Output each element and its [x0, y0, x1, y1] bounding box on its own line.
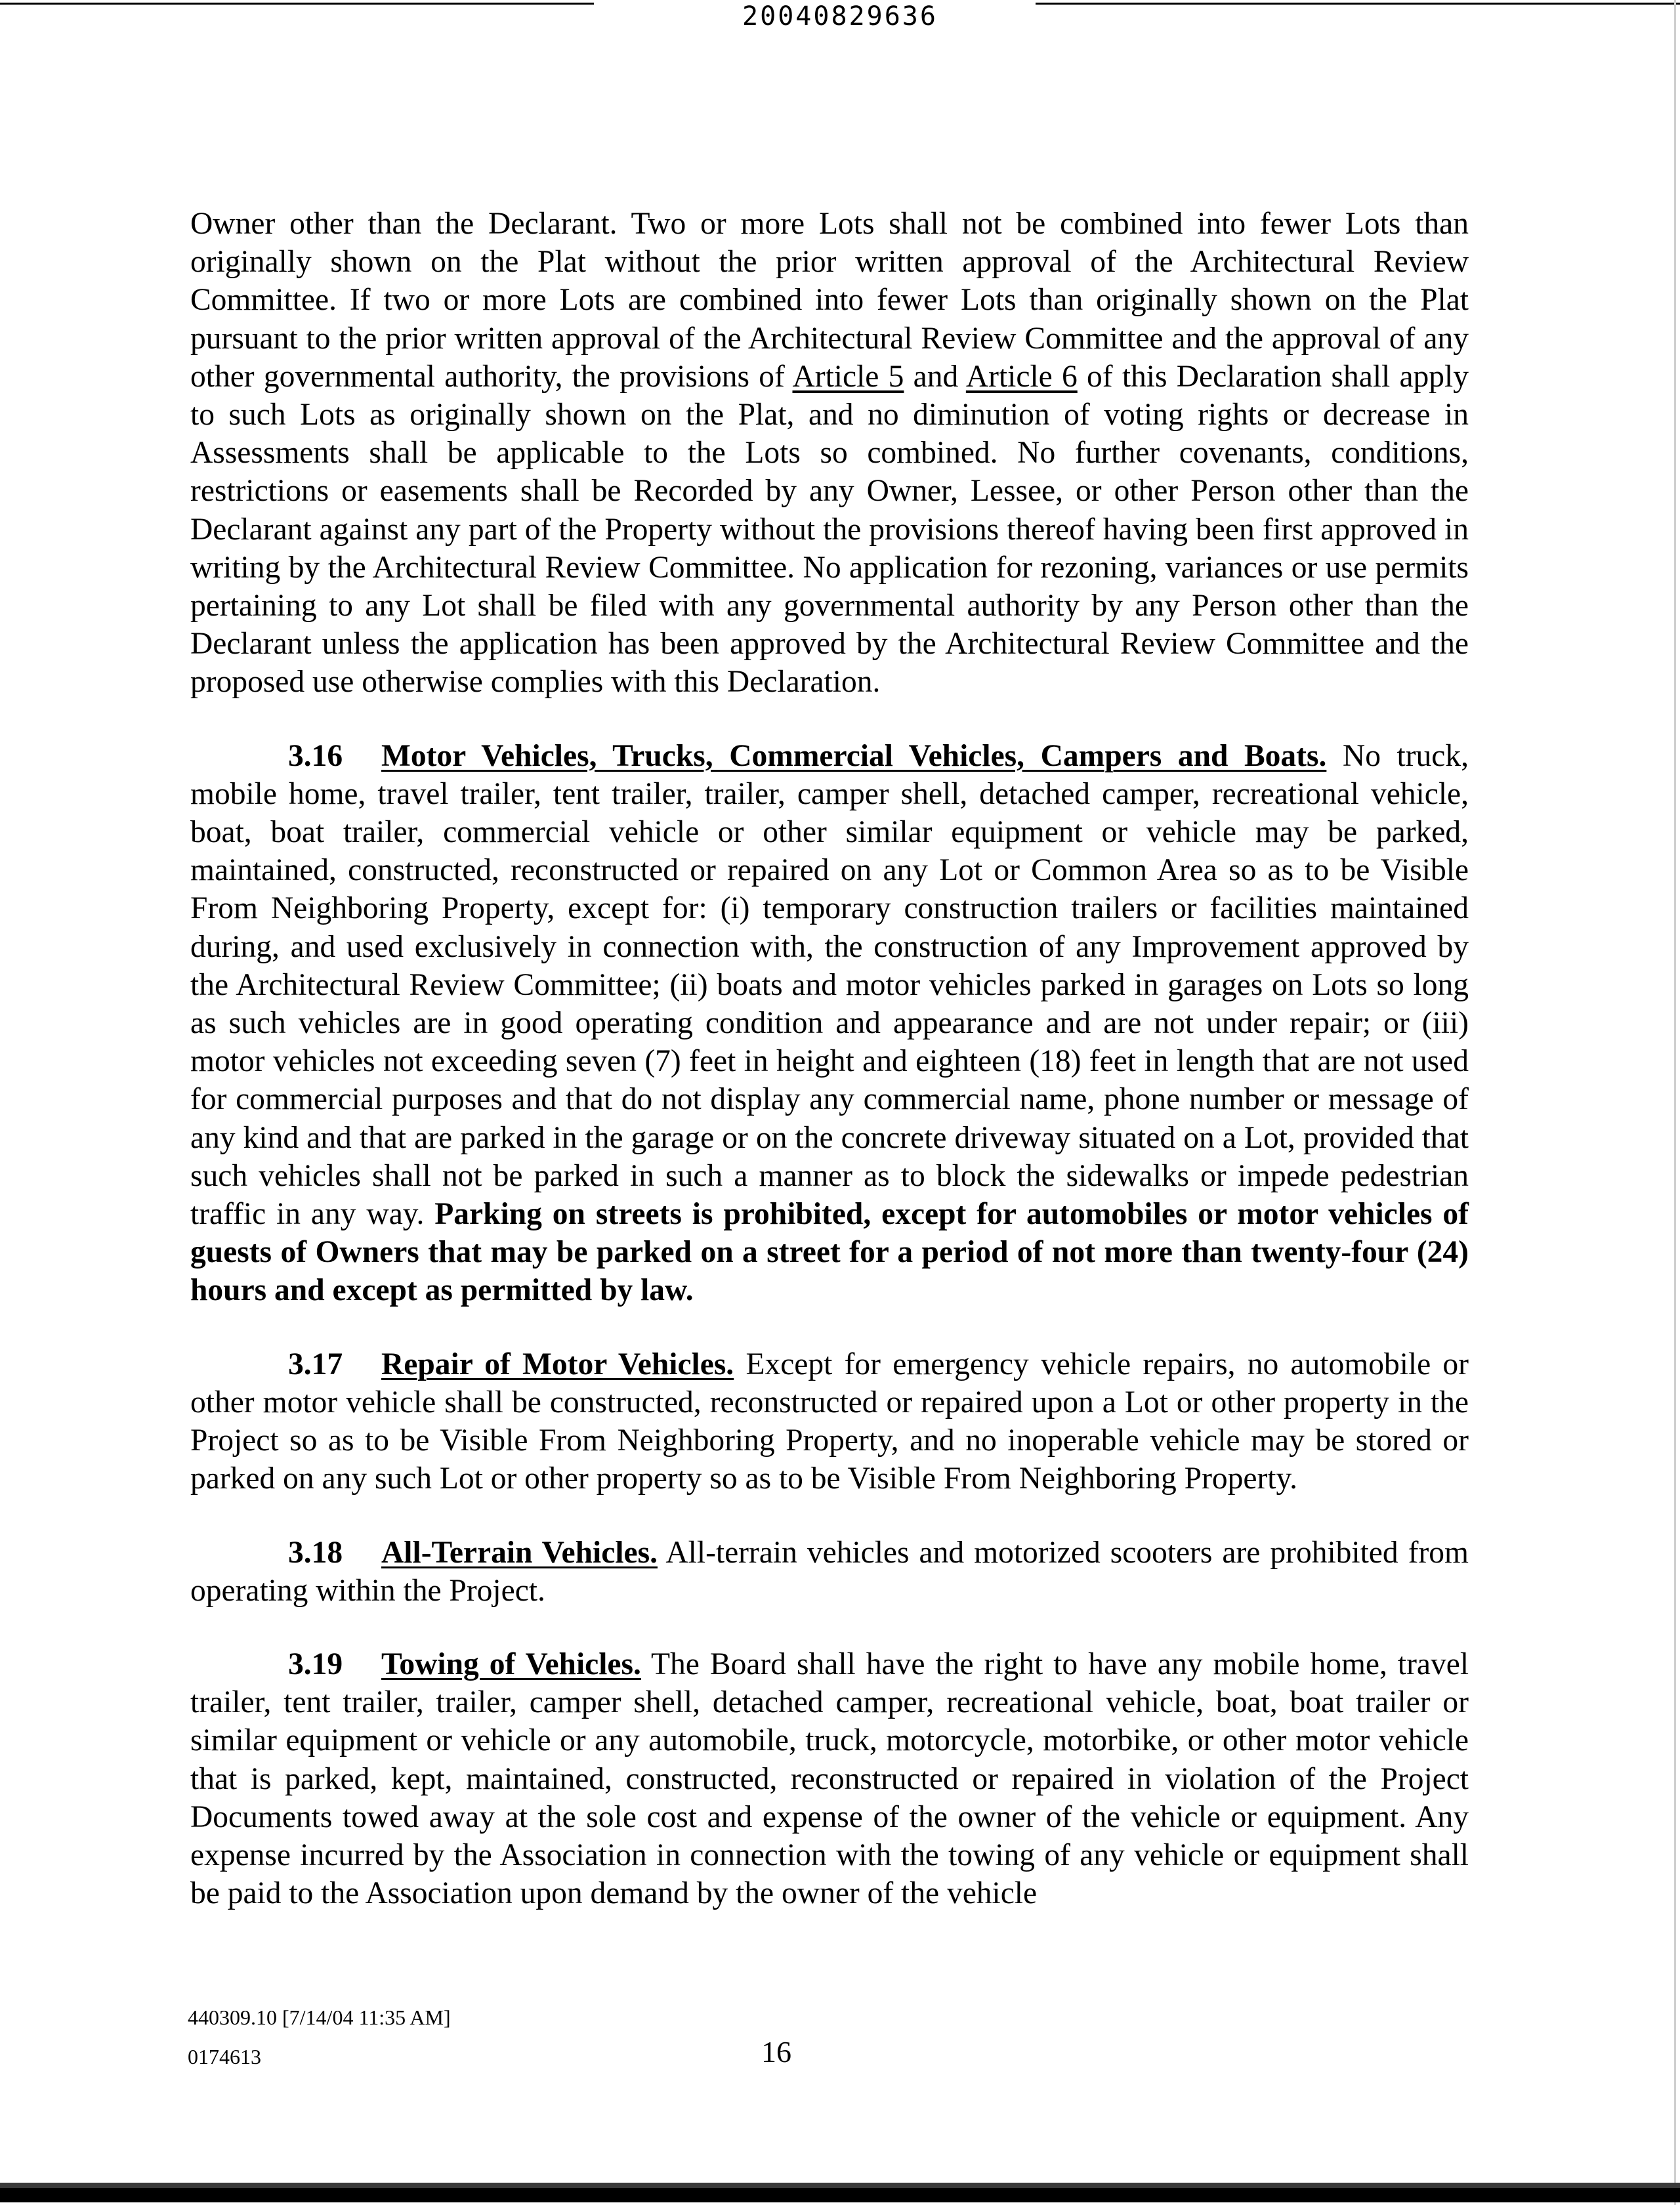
scan-bottom-border	[0, 2188, 1680, 2202]
section-number: 3.18	[288, 1535, 343, 1570]
section-3-16	[190, 737, 1469, 1310]
section-number: 3.19	[288, 1647, 343, 1681]
section-text: No truck, mobile home, travel trailer, tent trailer, trailer, camper shell, detached camper, recreational vehicle, boat, boat trailer, commercial vehicle or other similar equipment or vehicle may be parked, maintained, constructed, reconstructed or repaired on any Lot or Common Area so as to be Visible From Neighboring Property, except for: (i) temporary construction trailers or facilities maintained during, and used exclusively in connection with, the construction of any Improvement approved by the Architectural Review Committee; (ii) boats and motor vehicles parked in garages on Lots so long as such vehicles are in good operating condition and appearance and are not under repair; or (iii) motor vehicles not exceeding seven (7) feet in height and eighteen (18) feet in length that are not used for commercial purposes and that do not display any commercial name, phone number or message of any kind and that are parked in the garage or on the concrete driveway situated on a Lot, provided that such vehicles shall not be parked in such a manner as to block the sidewalks or impede pedestrian traffic in any way.	[190, 738, 1469, 1232]
continued-paragraph	[190, 205, 1469, 702]
document-body	[190, 205, 1469, 1948]
section-heading: Motor Vehicles, Trucks, Commercial Vehicles, Campers and Boats.	[381, 738, 1327, 773]
section-number: 3.17	[288, 1347, 343, 1381]
section-bold-text: Parking on streets is prohibited, except for automobiles or motor vehicles of guests of Owners that may be parked on a street for a period of not more than twenty-four (24) hours and except as permitted by law.	[190, 1197, 1469, 1308]
scan-edge	[1674, 0, 1676, 2205]
section-text: The Board shall have the right to have any mobile home, travel trailer, tent trailer, trailer, camper shell, detached camper, recreational vehicle, boat, boat trailer or similar equipment or vehicle or any automobile, truck, motorcycle, motorbike, or other motor vehicle that is parked, kept, maintained, constructed, reconstructed or repaired in violation of the Project Documents towed away at the sole cost and expense of the owner of the vehicle or equipment. Any expense incurred by the Association in connection with the towing of any vehicle or equipment shall be paid to the Association upon demand by the owner of the vehicle	[190, 1647, 1469, 1911]
scan-bottom-shadow	[0, 2183, 1680, 2188]
section-text: Except for emergency vehicle repairs, no automobile or other motor vehicle shall be constructed, reconstructed or repaired upon a Lot or other property in the Project so as to be Visible From Neighboring Property, and no inoperable vehicle may be stored or parked on any such Lot or other property so as to be Visible From Neighboring Property.	[190, 1347, 1469, 1496]
section-3-19	[190, 1645, 1469, 1912]
and-conjunction: and	[904, 359, 966, 394]
section-text: All-terrain vehicles and motorized scooters are prohibited from operating within the Project.	[190, 1535, 1469, 1608]
document-reference: 440309.10 [7/14/04 11:35 AM]	[188, 2006, 451, 2029]
page-number: 16	[761, 2035, 791, 2068]
section-heading: Towing of Vehicles.	[381, 1647, 641, 1681]
paragraph-text-part1: Owner other than the Declarant. Two or more Lots shall not be combined into fewer Lots than originally shown on the Plat without the prior written approval of the Architectural Review Committee. If two or more Lots are combined into fewer Lots than originally shown on the Plat pursuant to the prior written approval of the Architectural Review Committee and the approval of any other governmental authority, the provisions of	[190, 207, 1469, 394]
paragraph-text-part2: of this Declaration shall apply to such Lots as originally shown on the Plat, and no diminution of voting rights or decrease in Assessments shall be applicable to the Lots so combined. No further covenants, conditions, restrictions or easements shall be Recorded by any Owner, Lessee, or other Person other than the Declarant against any part of the Property without the provisions thereof having been first approved in writing by the Architectural Review Committee. No application for rezoning, variances or use permits pertaining to any Lot shall be filed with any governmental authority by any Person other than the Declarant unless the application has been approved by the Architectural Review Committee and the proposed use otherwise complies with this Declaration.	[190, 359, 1469, 700]
section-heading: Repair of Motor Vehicles.	[381, 1347, 734, 1381]
section-heading: All-Terrain Vehicles.	[381, 1535, 658, 1570]
recording-number: 20040829636	[742, 1, 938, 32]
section-number: 3.16	[288, 738, 343, 773]
article-5-reference: Article 5	[792, 359, 904, 394]
client-number: 0174613	[188, 2045, 261, 2068]
section-3-18	[190, 1534, 1469, 1610]
article-6-reference: Article 6	[965, 359, 1078, 394]
section-3-17	[190, 1345, 1469, 1498]
